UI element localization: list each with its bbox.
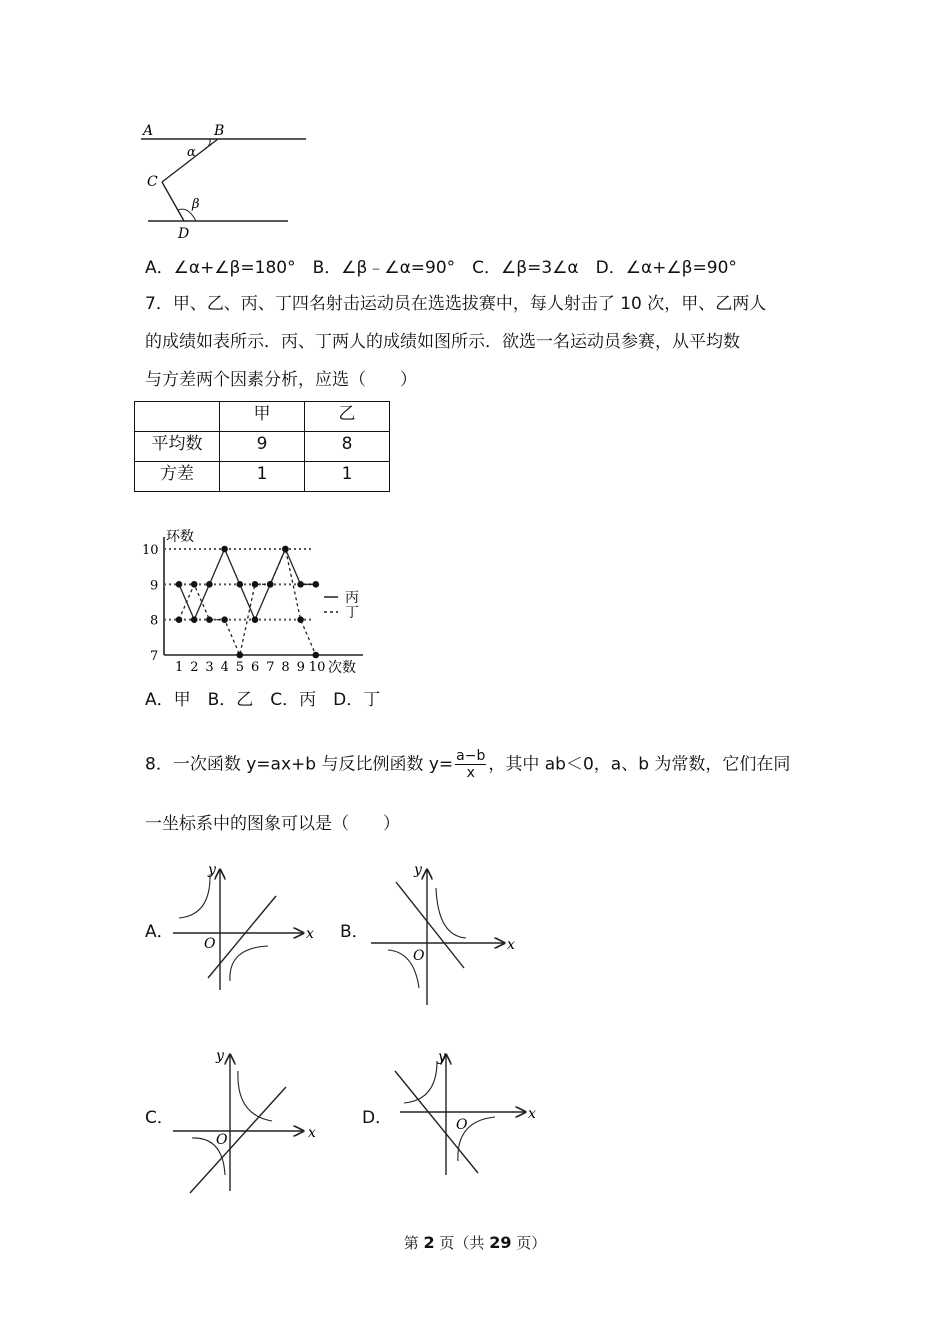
data-point	[297, 581, 304, 588]
x-tick-label: 6	[251, 660, 260, 675]
footer-post: 页）	[516, 1234, 547, 1252]
table-cell: 甲	[220, 402, 305, 432]
q8-text-b: ，其中 ab＜0，a、b 为常数，它们在同	[488, 754, 791, 775]
x-axis-label: x	[306, 926, 314, 942]
origin-label: O	[456, 1117, 468, 1133]
option-a-label: A．	[145, 922, 174, 942]
graph-b	[366, 860, 526, 1010]
y-axis-title: 环数	[166, 529, 194, 545]
shot-chart	[138, 525, 378, 680]
x-tick-label: 4	[220, 660, 229, 675]
q8-line1	[145, 748, 790, 781]
table-cell: 9	[220, 432, 305, 462]
q8-text-a: 8．一次函数 y=ax+b 与反比例函数 y=	[145, 754, 454, 775]
q8-line2: 一坐标系中的图象可以是（ ）	[145, 814, 400, 834]
table-cell	[135, 402, 220, 432]
data-point	[313, 652, 320, 659]
y-axis-label: y	[414, 862, 422, 878]
fraction-numerator: a−b	[456, 748, 486, 764]
footer-total-pages: 29	[489, 1233, 512, 1252]
x-axis-label: x	[507, 937, 515, 953]
graph-a	[168, 860, 318, 995]
x-tick-label: 3	[205, 660, 214, 675]
q6-options: A．∠α+∠β=180° B．∠β﹣∠α=90° C．∠β=3∠α D．∠α+∠β=90°	[145, 258, 737, 278]
table-cell: 1	[220, 462, 305, 492]
origin-label: O	[413, 948, 425, 964]
table-row	[135, 402, 390, 432]
origin-label: O	[204, 936, 216, 952]
x-axis-label: x	[308, 1125, 316, 1141]
data-point	[176, 581, 183, 588]
data-point	[252, 616, 259, 623]
table-row	[135, 432, 390, 462]
graph-c	[168, 1045, 328, 1195]
data-point	[282, 546, 289, 553]
y-tick-label: 8	[150, 613, 159, 629]
label-beta: β	[192, 197, 200, 212]
q7-line2: 的成绩如表所示．丙、丁两人的成绩如图所示．欲选一名运动员参赛，从平均数	[145, 332, 740, 352]
y-axis-label: y	[208, 862, 216, 878]
q6-figure	[138, 118, 313, 243]
footer-page-number: 2	[423, 1233, 435, 1252]
x-tick-label: 8	[281, 660, 290, 675]
x-axis-label: x	[528, 1106, 536, 1122]
y-tick-label: 9	[150, 578, 159, 594]
table-cell: 1	[305, 462, 390, 492]
table-cell: 方差	[135, 462, 220, 492]
x-axis-title: 次数	[328, 660, 356, 676]
y-tick-label: 10	[142, 543, 159, 558]
data-point	[221, 546, 228, 553]
x-tick-label: 1	[175, 660, 184, 675]
data-point	[313, 581, 320, 588]
y-axis-label: y	[216, 1048, 224, 1064]
data-point	[297, 616, 304, 623]
table-cell: 8	[305, 432, 390, 462]
fraction-denominator: x	[466, 765, 475, 781]
table-cell: 乙	[305, 402, 390, 432]
q7-line1: 7．甲、乙、丙、丁四名射击运动员在选选拔赛中，每人射击了 10 次，甲、乙两人	[145, 294, 767, 314]
legend-label: 丁	[345, 605, 359, 621]
footer-pre: 第	[403, 1234, 419, 1252]
label-a: A	[143, 123, 154, 139]
x-tick-label: 9	[296, 660, 305, 675]
data-point	[206, 581, 213, 588]
data-point	[237, 581, 244, 588]
q7-line3: 与方差两个因素分析，应选（ ）	[145, 370, 417, 390]
data-point	[237, 652, 244, 659]
y-tick-label: 7	[150, 649, 159, 664]
label-b: B	[214, 123, 225, 139]
q7-options: A．甲 B．乙 C．丙 D．丁	[145, 690, 381, 710]
table-cell: 平均数	[135, 432, 220, 462]
origin-label: O	[216, 1132, 228, 1148]
option-c-label: C．	[145, 1108, 174, 1128]
legend-label: 丙	[345, 590, 359, 606]
label-d: D	[178, 226, 190, 242]
data-point	[176, 616, 183, 623]
label-c: C	[147, 174, 158, 190]
data-point	[221, 616, 228, 623]
data-point	[191, 616, 198, 623]
footer-mid: 页（共	[439, 1234, 485, 1252]
graph-d	[390, 1045, 550, 1180]
score-table	[134, 401, 390, 492]
page-footer	[0, 1232, 950, 1253]
option-d-label: D．	[362, 1108, 393, 1128]
table-row	[135, 462, 390, 492]
fraction	[455, 748, 486, 781]
data-point	[206, 616, 213, 623]
y-axis-label: y	[438, 1049, 446, 1065]
x-tick-label: 7	[266, 660, 275, 675]
x-tick-label: 5	[235, 660, 245, 675]
data-point	[267, 581, 274, 588]
data-point	[252, 581, 259, 588]
x-tick-label: 2	[190, 660, 199, 675]
x-tick-label: 10	[308, 660, 326, 675]
label-alpha: α	[187, 145, 196, 160]
option-b-label: B．	[340, 922, 369, 942]
data-point	[191, 581, 198, 588]
